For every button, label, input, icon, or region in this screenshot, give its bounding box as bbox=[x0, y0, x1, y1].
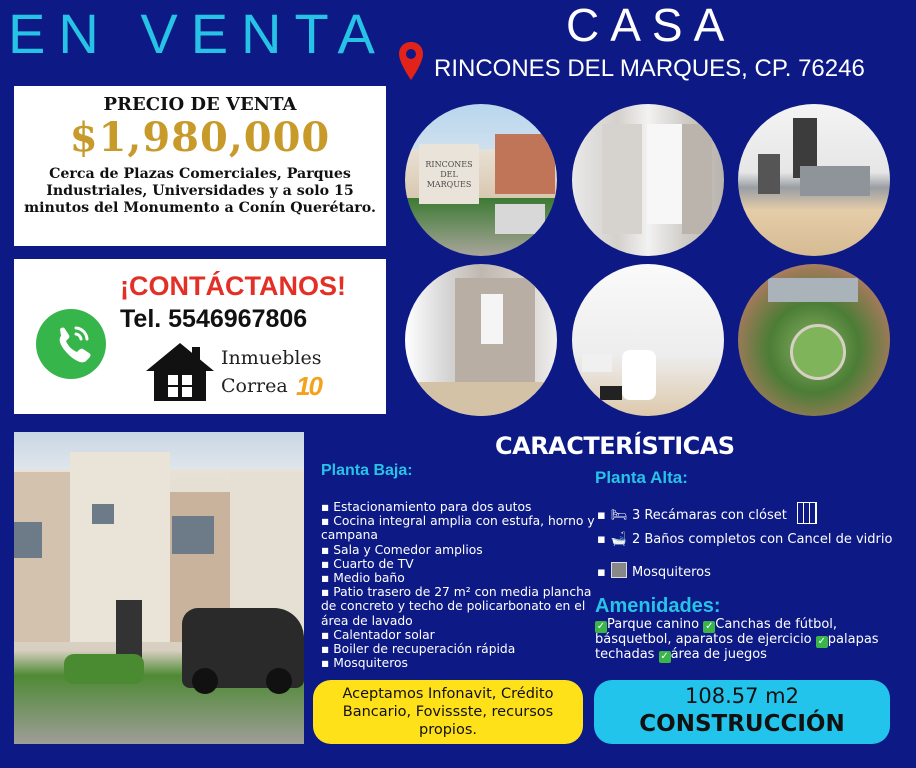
entrance-sign-text: RINCONES DEL MARQUES bbox=[425, 160, 473, 189]
planta-alta-item: ▪ 🛏 3 Recámaras con clóset bbox=[597, 502, 817, 524]
bed-icon: 🛏 bbox=[610, 508, 628, 523]
check-icon: ✓ bbox=[705, 621, 714, 632]
title-en-venta: EN VENTA bbox=[8, 2, 388, 65]
list-item: ▪ Sala y Comedor amplios bbox=[321, 542, 483, 557]
house-logo-icon bbox=[144, 341, 216, 403]
planta-alta-title: Planta Alta: bbox=[595, 468, 688, 487]
list-item: ▪ Medio baño bbox=[321, 571, 405, 586]
amenities-title: Amenidades: bbox=[595, 595, 721, 617]
title-casa: CASA bbox=[566, 0, 736, 51]
planta-baja-title: Planta Baja: bbox=[321, 462, 413, 479]
area-label: CONSTRUCCIÓN bbox=[639, 711, 845, 737]
price-card bbox=[14, 86, 386, 246]
photo-amenities-aerial bbox=[738, 264, 890, 416]
financing-badge: Aceptamos Infonavit, Crédito Bancario, Fovissste, recursos propios. bbox=[313, 680, 583, 744]
list-item: ▪ Patio trasero de 27 m² con media plancha de concreto y techo de policarbonato en el área de lavado bbox=[321, 585, 592, 628]
list-item: ▪ Cuarto de TV bbox=[321, 556, 414, 571]
characteristics-title: CARACTERÍSTICAS bbox=[495, 432, 735, 460]
photo-closet bbox=[572, 104, 724, 256]
area-value: 108.57 m2 bbox=[685, 684, 799, 708]
planta-alta-item: ▪ 🛁 2 Baños completos con Cancel de vidrio bbox=[597, 532, 893, 547]
brand-name-2: Correa bbox=[221, 375, 288, 397]
photo-bedroom-closet bbox=[405, 264, 557, 416]
list-item: ▪ Boiler de recuperación rápida bbox=[321, 642, 516, 657]
window-icon bbox=[610, 562, 628, 580]
contact-heading: ¡CONTÁCTANOS! bbox=[120, 271, 346, 301]
photo-house-exterior bbox=[14, 432, 304, 744]
location-pin-icon bbox=[398, 42, 424, 80]
brand-logo-number: 10 bbox=[296, 371, 321, 401]
phone-icon[interactable] bbox=[36, 309, 106, 379]
area-badge bbox=[594, 680, 890, 744]
list-item: ▪ Calentador solar bbox=[321, 627, 435, 642]
amenities-list: ✓ Parque canino ✓ Canchas de fútbol, básquetbol, aparatos de ejercicio ✓ palapas techadas ✓ área de juegos bbox=[595, 617, 879, 662]
contact-phone[interactable]: Tel. 5546967806 bbox=[120, 305, 308, 333]
list-item: ▪ Mosquiteros bbox=[321, 656, 408, 671]
check-icon: ✓ bbox=[660, 651, 669, 662]
photo-kitchen bbox=[738, 104, 890, 256]
bathtub-icon: 🛁 bbox=[610, 532, 628, 547]
price-label: PRECIO DE VENTA bbox=[103, 94, 297, 115]
location-text: RINCONES DEL MARQUES, CP. 76246 bbox=[434, 55, 865, 82]
closet-icon bbox=[797, 502, 817, 524]
list-item: ▪ Estacionamiento para dos autos bbox=[321, 500, 532, 514]
planta-baja-list bbox=[321, 500, 597, 670]
photo-bathroom bbox=[572, 264, 724, 416]
photo-entrance bbox=[405, 104, 557, 256]
check-icon: ✓ bbox=[817, 636, 826, 647]
price-value: $1,980,000 bbox=[69, 114, 331, 161]
planta-alta-item: ▪ Mosquiteros bbox=[597, 562, 711, 580]
price-description: Cerca de Plazas Comerciales, Parques Industriales, Universidades y a solo 15 minutos del Monumento a Conín Querétaro. bbox=[24, 166, 376, 216]
check-icon: ✓ bbox=[596, 621, 606, 632]
list-item: ▪ Cocina integral amplia con estufa, horno y campana bbox=[321, 514, 595, 543]
contact-card bbox=[14, 259, 386, 414]
brand-name: Inmuebles bbox=[221, 347, 322, 369]
